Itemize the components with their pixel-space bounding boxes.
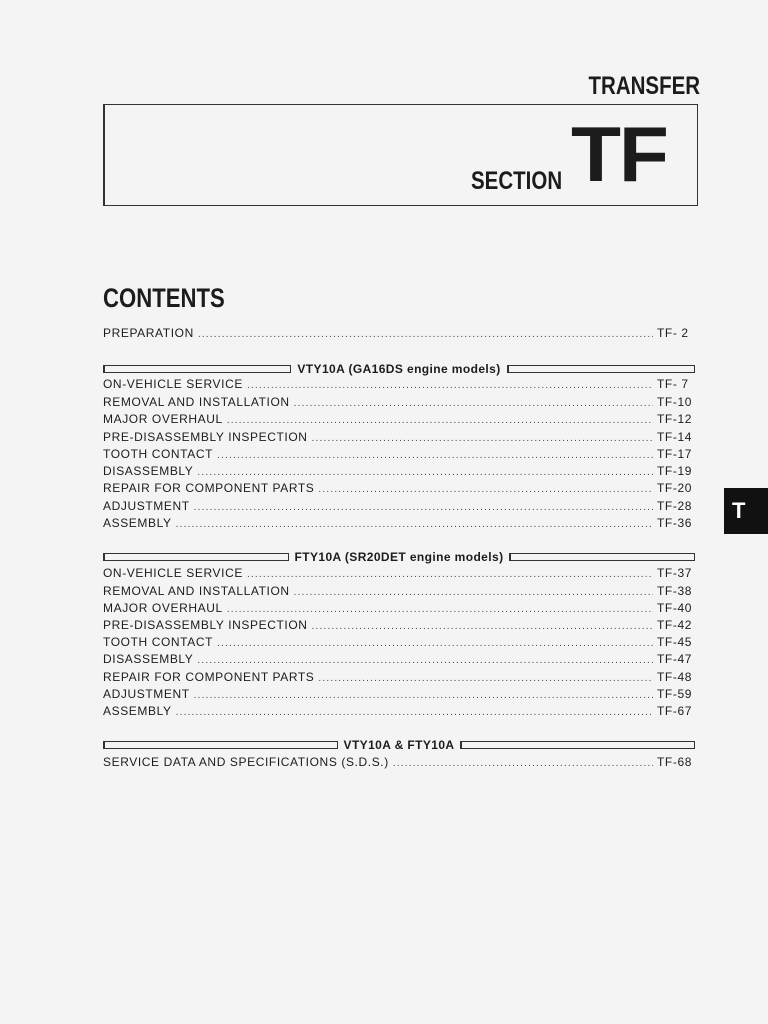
toc-entry[interactable] (103, 635, 693, 652)
toc-entry-label: ASSEMBLY (103, 704, 172, 718)
toc-entry-page: TF-19 (657, 464, 693, 478)
section-header-box (103, 104, 698, 206)
toc-leader-dots (194, 690, 653, 701)
toc-entry-page: TF-67 (657, 704, 693, 718)
toc-entry-page: TF-47 (657, 652, 693, 666)
toc-leader-dots (197, 655, 653, 666)
toc-entry-page: TF-36 (657, 516, 693, 530)
toc-entry[interactable] (103, 755, 693, 772)
toc-entry[interactable] (103, 566, 693, 583)
section-label: SECTION (471, 167, 563, 195)
toc-entry-label: REMOVAL AND INSTALLATION (103, 395, 290, 409)
toc-entry-label: PRE-DISASSEMBLY INSPECTION (103, 430, 308, 444)
toc-entry[interactable] (103, 447, 693, 464)
toc-entry-page: TF-40 (657, 601, 693, 615)
toc-entry-label: REPAIR FOR COMPONENT PARTS (103, 481, 315, 495)
toc-entry-page: TF-37 (657, 566, 693, 580)
toc-entry-page: TF-45 (657, 635, 693, 649)
toc-entry-page: TF-42 (657, 618, 693, 632)
toc-leader-dots (393, 758, 653, 769)
toc-entry-page: TF-20 (657, 481, 693, 495)
toc-leader-dots (227, 604, 653, 615)
section-code: TF (571, 110, 667, 198)
group-title: FTY10A (SR20DET engine models) (294, 550, 504, 564)
toc-entry[interactable] (103, 395, 693, 412)
toc-entry-page: TF- 7 (657, 377, 689, 391)
group-divider-common (103, 738, 695, 752)
toc-entry-label: REMOVAL AND INSTALLATION (103, 584, 290, 598)
group-title: VTY10A (GA16DS engine models) (297, 362, 501, 376)
toc-entry-page: TF- 2 (657, 326, 689, 340)
toc-entry[interactable] (103, 704, 693, 721)
toc-entry-page: TF-48 (657, 670, 693, 684)
toc-entry[interactable] (103, 601, 693, 618)
toc-entry-label: SERVICE DATA AND SPECIFICATIONS (S.D.S.) (103, 755, 389, 769)
toc-leader-dots (318, 673, 653, 684)
toc-leader-dots (247, 380, 653, 391)
toc-entry-label: REPAIR FOR COMPONENT PARTS (103, 670, 315, 684)
toc-entry-label: ASSEMBLY (103, 516, 172, 530)
toc-entry[interactable] (103, 481, 693, 498)
toc-leader-dots (247, 569, 653, 580)
toc-entry[interactable] (103, 430, 693, 447)
toc-entry-label: TOOTH CONTACT (103, 447, 214, 461)
toc-entry[interactable] (103, 464, 693, 481)
toc-entry-label: PRE-DISASSEMBLY INSPECTION (103, 618, 308, 632)
chapter-title: TRANSFER (588, 72, 700, 100)
toc-entry[interactable] (103, 687, 693, 704)
toc-leader-dots (197, 467, 653, 478)
toc-entry[interactable] (103, 516, 693, 533)
toc-entry-label: ADJUSTMENT (103, 499, 190, 513)
toc-entry[interactable] (103, 670, 693, 687)
toc-entry-preparation[interactable] (103, 326, 693, 343)
toc-leader-dots (198, 329, 653, 340)
toc-leader-dots (294, 398, 653, 409)
toc-entry-label: ADJUSTMENT (103, 687, 190, 701)
toc-entry-label: TOOTH CONTACT (103, 635, 214, 649)
toc-entry[interactable] (103, 499, 693, 516)
toc-entry[interactable] (103, 377, 693, 394)
group-title: VTY10A & FTY10A (343, 738, 455, 752)
toc-entry-label: MAJOR OVERHAUL (103, 412, 223, 426)
toc-entry-page: TF-28 (657, 499, 693, 513)
toc-entry-label: ON-VEHICLE SERVICE (103, 377, 243, 391)
group-divider-fty10a (103, 550, 695, 564)
divider-bar-left (103, 741, 338, 749)
toc-entry-page: TF-14 (657, 430, 693, 444)
toc-leader-dots (312, 433, 653, 444)
toc-entry-label: PREPARATION (103, 326, 194, 340)
group-divider-vty10a (103, 362, 695, 376)
toc-entry-label: ON-VEHICLE SERVICE (103, 566, 243, 580)
toc-leader-dots (217, 638, 653, 649)
toc-entry-page: TF-59 (657, 687, 693, 701)
toc-entry-page: TF-10 (657, 395, 693, 409)
toc-leader-dots (227, 415, 653, 426)
toc-leader-dots (176, 519, 653, 530)
toc-leader-dots (217, 450, 653, 461)
toc-entry[interactable] (103, 652, 693, 669)
divider-bar-left (103, 553, 289, 561)
toc-entry-label: MAJOR OVERHAUL (103, 601, 223, 615)
toc-entry-label: DISASSEMBLY (103, 464, 194, 478)
toc-leader-dots (294, 587, 653, 598)
divider-bar-right (460, 741, 695, 749)
toc-entry-label: DISASSEMBLY (103, 652, 194, 666)
divider-bar-left (103, 365, 291, 373)
toc-entry-page: TF-12 (657, 412, 693, 426)
toc-entry[interactable] (103, 584, 693, 601)
section-side-tab: T (724, 488, 768, 534)
toc-entry-page: TF-38 (657, 584, 693, 598)
toc-leader-dots (312, 621, 653, 632)
toc-leader-dots (176, 707, 653, 718)
toc-entry[interactable] (103, 412, 693, 429)
divider-bar-right (507, 365, 695, 373)
toc-entry-page: TF-68 (657, 755, 693, 769)
contents-heading: CONTENTS (103, 283, 225, 313)
toc-leader-dots (318, 484, 653, 495)
toc-entry-page: TF-17 (657, 447, 693, 461)
divider-bar-right (509, 553, 695, 561)
toc-entry[interactable] (103, 618, 693, 635)
toc-leader-dots (194, 502, 653, 513)
